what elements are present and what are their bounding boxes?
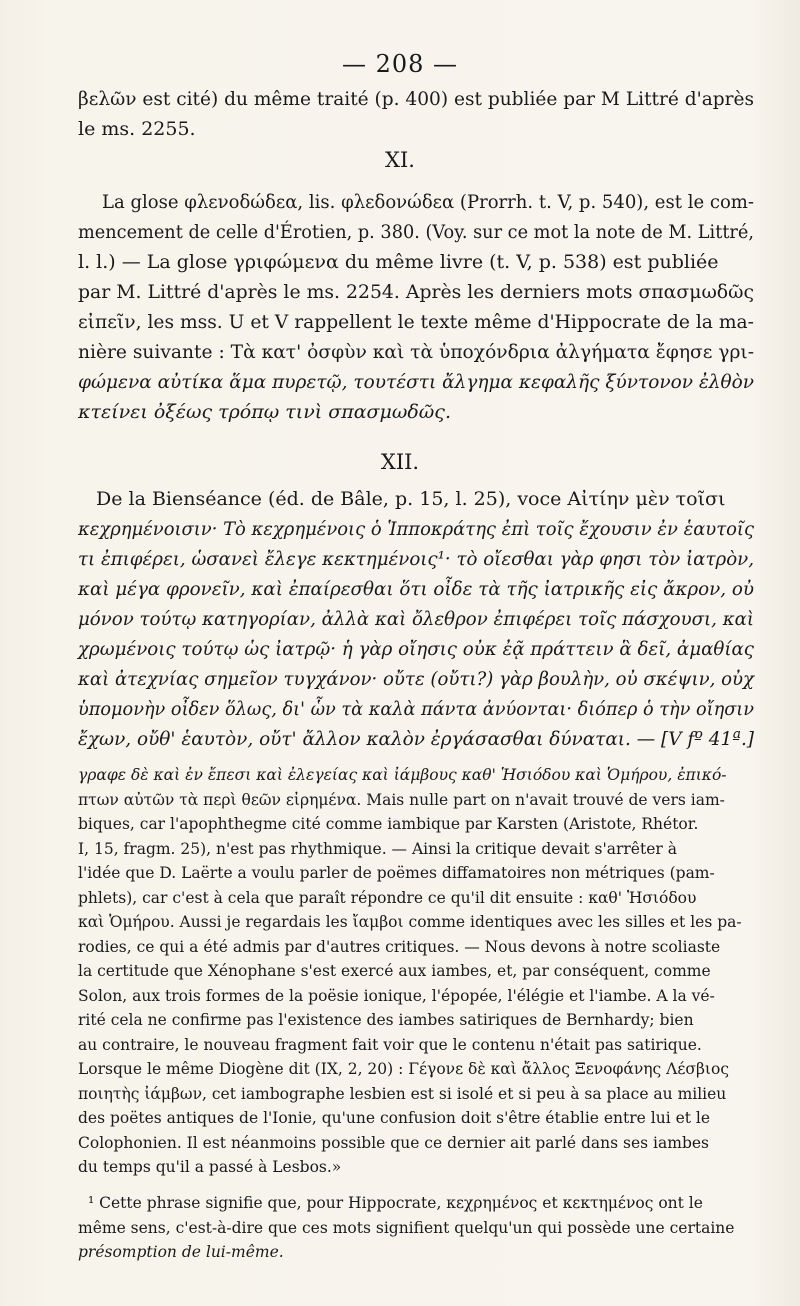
note-line: phlets), car c'est à cela que paraît répondre ce qu'il dit ensuite : καθ' Ἡσιόδου bbox=[78, 888, 697, 907]
section-xi-paragraph bbox=[78, 193, 754, 433]
text-line: κτείνει ὀξέως τρόπῳ τινὶ σπασμωδῶς. bbox=[78, 401, 451, 423]
text-line: βελῶν est cité) du même traité (p. 400) est publiée par M Littré d'après bbox=[78, 88, 754, 110]
note-line: ποιητὴς ἰάμβων, cet iambographe lesbien est si isolé et si peu à sa place au milieu bbox=[78, 1084, 727, 1103]
note-line: biques, car l'apophthegme cité comme iambique par Karsten (Aristote, Rhétor. bbox=[78, 815, 699, 833]
text-line: mencement de celle d'Érotien, p. 380. (Voy. sur ce mot la note de M. Littré, bbox=[78, 221, 754, 243]
note-line: l'idée que D. Laërte a voulu parler de poëmes diffamatoires non métriques (pam- bbox=[78, 864, 715, 882]
note-line: καὶ Ὁμήρου. Aussi je regardais les ἴαμβοι comme identiques avec les silles et les pa- bbox=[78, 913, 742, 931]
note-line: des poëtes antiques de l'Ionie, qu'une confusion doit s'être établie entre lui et le bbox=[78, 1109, 711, 1127]
note-line: Colophonien. Il est néanmoins possible que ce dernier ait parlé dans ses iambes bbox=[78, 1133, 709, 1152]
text-line: καὶ ἀτεχνίας σημεῖον τυγχάνον· οὔτε (οὔτι?) γὰρ βουλὴν, οὐ σκέψιν, οὐχ bbox=[78, 668, 754, 690]
note-line: Lorsque le même Diogène dit (IX, 2, 20) : Γέγονε δὲ καὶ ἄλλος Ξενοφάνης Λέσβιος bbox=[78, 1060, 729, 1078]
note-line: γραφε δὲ καὶ ἐν ἔπεσι καὶ ἐλεγείας καὶ ἰάμβους καθ' Ἡσιόδου καὶ Ὁμήρου, ἐπικό- bbox=[78, 766, 727, 784]
text-line: μόνον τούτῳ κατηγορίαν, ἀλλὰ καὶ ὄλεθρον ἐπιφέρει τοῖς πάσχουσι, καὶ bbox=[78, 608, 754, 630]
footnote bbox=[78, 1196, 754, 1270]
text-line: κεχρημένοισιν· Τὸ κεχρημένοις ὁ Ἱπποκράτης ἐπὶ τοῖς ἔχουσιν ἐν ἑαυτοῖς bbox=[78, 518, 754, 540]
intro-paragraph bbox=[78, 90, 754, 150]
note-line: rodies, ce qui a été admis par d'autres critiques. — Nous devons à notre scoliaste bbox=[78, 937, 721, 956]
note-line: I, 15, fragm. 25), n'est pas rhythmique. — Ainsi la critique devait s'arrêter à bbox=[78, 839, 677, 858]
section-heading-xi: XI. bbox=[385, 148, 415, 172]
section-heading-xii: XII. bbox=[380, 450, 420, 474]
page-number: — 208 — bbox=[341, 50, 459, 78]
text-line: par M. Littré d'après le ms. 2254. Après les derniers mots σπασμωδῶς bbox=[78, 281, 754, 303]
footnote-line: même sens, c'est-à-dire que ces mots signifient quelqu'un qui possède une certaine bbox=[78, 1218, 735, 1237]
note-line: πτων αὐτῶν τὰ περὶ θεῶν εἰρημένα. Mais nulle part on n'avait trouvé de vers iam- bbox=[78, 790, 725, 809]
text-line: La glose φλενοδώδεα, lis. φλεδονώδεα (Prorrh. t. V, p. 540), est le com- bbox=[102, 191, 754, 213]
text-line: ὑπομονὴν οἶδεν ὅλως, δι' ὧν τὰ καλὰ πάντα ἀνύονται· διόπερ ὁ τὴν οἴησιν bbox=[78, 698, 754, 720]
note-line: du temps qu'il a passé à Lesbos.» bbox=[78, 1158, 342, 1176]
text-line: nière suivante : Τὰ κατ' ὀσφὺν καὶ τὰ ὑποχόνδρια ἀλγήματα ἔφησε γρι- bbox=[78, 341, 754, 363]
text-line: εἰπεῖν, les mss. U et V rappellent le texte même d'Hippocrate de la ma- bbox=[78, 311, 754, 333]
note-line: la certitude que Xénophane s'est exercé aux iambes, et, par conséquent, comme bbox=[78, 962, 711, 980]
text-line: χρωμένοις τούτῳ ὡς ἰατρῷ· ἡ γὰρ οἴησις οὐκ ἐᾷ πράττειν ἃ δεῖ, ἀμαθίας bbox=[78, 638, 754, 660]
footnote-line: présomption de lui-même. bbox=[78, 1243, 284, 1261]
text-line: De la Bienséance (éd. de Bâle, p. 15, l. 25), voce Αἰτίην μὲν τοῖσι bbox=[96, 488, 726, 510]
text-line: l. l.) — La glose γριφώμενα du même livre (t. V, p. 538) est publiée bbox=[78, 251, 719, 273]
text-line: ἔχων, οὔθ' ἑαυτὸν, οὔτ' ἄλλον καλὸν ἐργάσασθαι δύναται. — [V fº 41ª.] bbox=[78, 728, 754, 750]
text-line: φώμενα αὐτίκα ἅμα πυρετῷ, τουτέστι ἄλγημα κεφαλῆς ξύντονον ἐλθὸν bbox=[78, 371, 754, 393]
note-line: Solon, aux trois formes de la poësie ionique, l'épopée, l'élégie et l'iambe. A la vé- bbox=[78, 986, 715, 1005]
section-xii-paragraph bbox=[78, 490, 754, 760]
footnote-line: ¹ Cette phrase signifie que, pour Hippocrate, κεχρημένος et κεκτημένος ont le bbox=[88, 1194, 703, 1212]
note-line: rité cela ne confirme pas l'existence des iambes satiriques de Bernhardy; bien bbox=[78, 1011, 694, 1029]
text-line: καὶ μέγα φρονεῖν, καὶ ἐπαίρεσθαι ὅτι οἶδε τὰ τῆς ἰατρικῆς εἰς ἄκρον, οὐ bbox=[78, 578, 754, 600]
continued-note bbox=[78, 768, 754, 1185]
text-line: le ms. 2255. bbox=[78, 118, 196, 140]
note-line: au contraire, le nouveau fragment fait voir que le contenu n'était pas satirique. bbox=[78, 1035, 702, 1054]
text-line: τι ἐπιφέρει, ὡσανεὶ ἔλεγε κεκτημένοις¹· τὸ οἴεσθαι γὰρ φησι τὸν ἰατρὸν, bbox=[78, 548, 754, 570]
